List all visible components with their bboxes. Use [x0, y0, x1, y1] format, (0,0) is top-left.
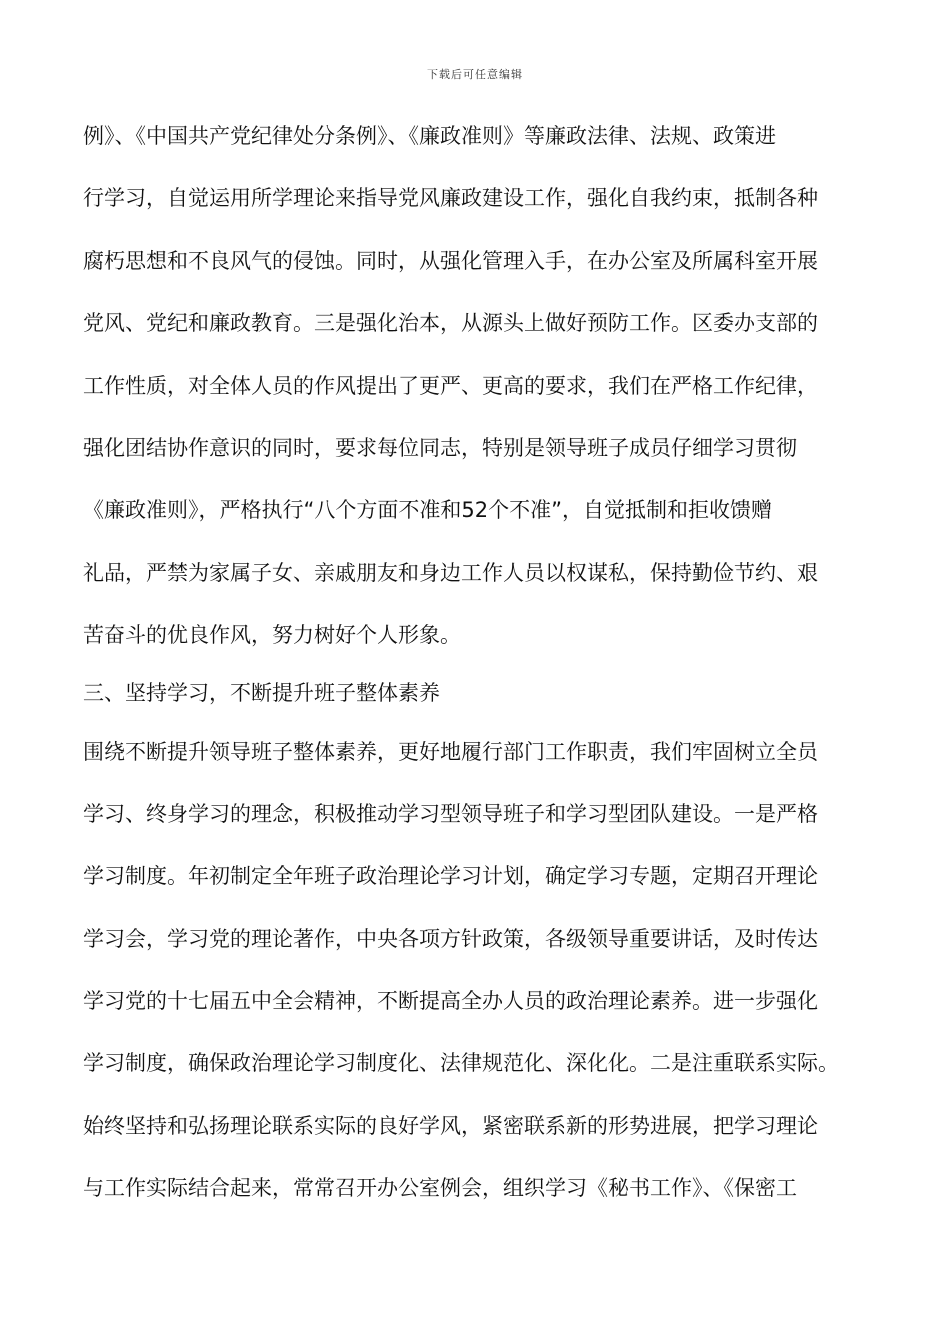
- text-line: 学习会，学习党的理论著作，中央各项方针政策，各级领导重要讲话，及时传达: [83, 927, 818, 951]
- text-line: 例》、《中国共产党纪律处分条例》、《廉政准则》等廉政法律、法规、政策进: [83, 124, 776, 148]
- text-line: 学习、终身学习的理念，积极推动学习型领导班子和学习型团队建设。一是严格: [83, 802, 818, 826]
- text-line: 行学习，自觉运用所学理论来指导党风廉政建设工作，强化自我约束，抵制各种: [83, 186, 818, 210]
- text-line: 与工作实际结合起来，常常召开办公室例会，组织学习《秘书工作》、《保密工: [83, 1176, 797, 1200]
- text-line: 学习制度。年初制定全年班子政治理论学习计划，确定学习专题，定期召开理论: [83, 864, 818, 888]
- text-line: 《廉政准则》，严格执行“八个方面不准和52个不准”，自觉抵制和拒收馈赠: [83, 498, 772, 522]
- text-line: 工作性质，对全体人员的作风提出了更严、更高的要求，我们在严格工作纪律，: [83, 374, 818, 398]
- text-line: 礼品，严禁为家属子女、亲戚朋友和身边工作人员以权谋私，保持勤俭节约、艰: [83, 561, 818, 585]
- page-header: 下载后可任意编辑: [427, 68, 523, 81]
- text-line: 党风、党纪和廉政教育。三是强化治本，从源头上做好预防工作。区委办支部的: [83, 311, 818, 335]
- text-line: 学习制度，确保政治理论学习制度化、法律规范化、深化化。二是注重联系实际。: [83, 1051, 839, 1075]
- section-heading: 三、坚持学习，不断提升班子整体素养: [83, 681, 440, 705]
- text-line: 始终坚持和弘扬理论联系实际的良好学风，紧密联系新的形势进展，把学习理论: [83, 1114, 818, 1138]
- text-line: 苦奋斗的优良作风，努力树好个人形象。: [83, 623, 461, 647]
- text-line: 腐朽思想和不良风气的侵蚀。同时，从强化管理入手，在办公室及所属科室开展: [83, 249, 818, 273]
- text-line: 围绕不断提升领导班子整体素养，更好地履行部门工作职责，我们牢固树立全员: [83, 740, 818, 764]
- text-line: 强化团结协作意识的同时，要求每位同志，特别是领导班子成员仔细学习贯彻: [83, 436, 797, 460]
- text-line: 学习党的十七届五中全会精神，不断提高全办人员的政治理论素养。进一步强化: [83, 989, 818, 1013]
